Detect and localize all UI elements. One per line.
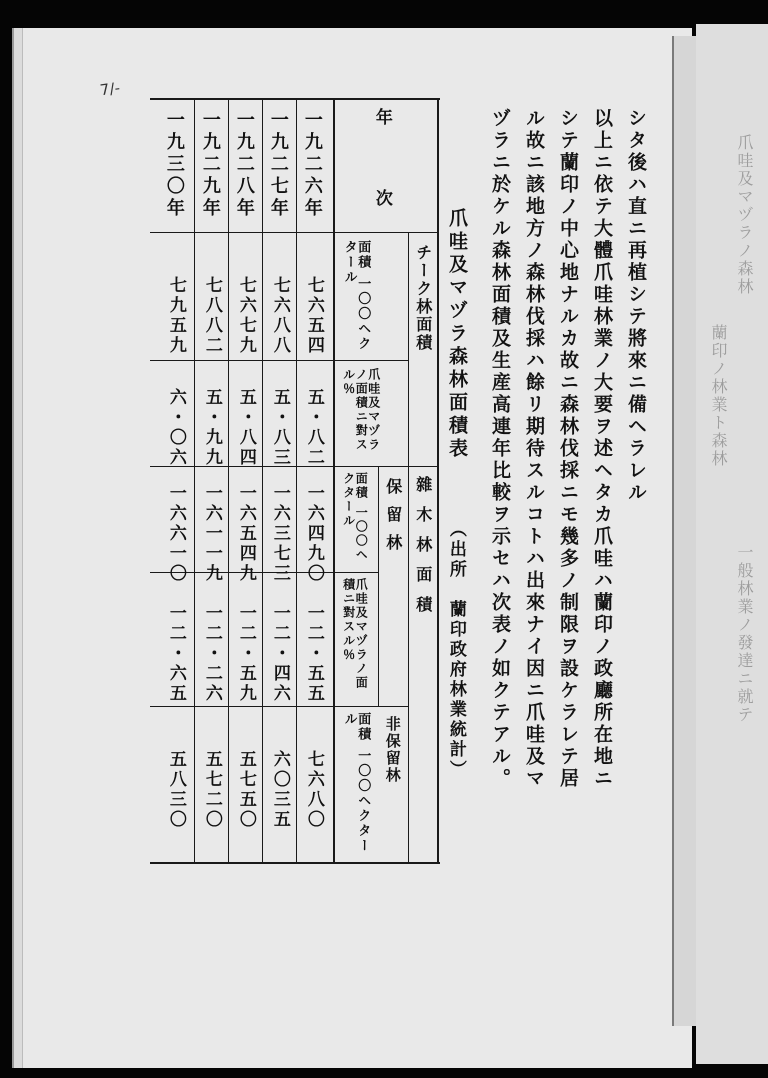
table-header-year: 年 次 <box>371 108 392 216</box>
cell-teak-area: 七六八八 <box>269 276 290 356</box>
col-head-nonreserved-area: 面積 一〇〇ヘクタール <box>341 712 371 854</box>
cell-teak-area: 七九五九 <box>165 276 186 356</box>
row-year: 一九二六年 <box>301 110 323 220</box>
cell-teak-area: 七八八二 <box>201 276 222 356</box>
table-row-rule <box>150 706 408 707</box>
cell-nonreserved-area: 五七二〇 <box>201 750 222 830</box>
page-left-edge <box>12 28 23 1068</box>
col-head-reserved-pct: 爪哇及マヅラノ面積ニ對スル％ <box>341 578 369 690</box>
table-col-rule <box>296 98 297 864</box>
facing-text-line: 一般林業ノ發達ニ就テ <box>735 544 754 724</box>
col-head-teak-pct: 爪哇及マヅラノ面積ニ對スル％ <box>341 368 381 452</box>
table-group-rule <box>378 466 379 706</box>
table-header-reserved: 保留林 <box>383 478 403 562</box>
row-year: 一九二九年 <box>199 110 221 220</box>
cell-reserved-pct: 一二・五五 <box>303 604 324 704</box>
cell-teak-area: 七六七九 <box>235 276 256 356</box>
table-right-border <box>437 98 439 864</box>
body-text-line-1: シタ後ハ直ニ再植シテ將來ニ備ヘラレル <box>625 108 647 504</box>
cell-nonreserved-area: 七六八〇 <box>303 750 324 830</box>
row-year: 一九三〇年 <box>163 110 185 220</box>
table-header-nonreserved: 非保留林 <box>383 716 402 784</box>
table-row-rule <box>150 232 438 233</box>
cell-teak-pct: 五・八三 <box>269 388 290 468</box>
table-col-rule <box>228 98 229 864</box>
cell-teak-area: 七六五四 <box>303 276 324 356</box>
table-row-rule <box>150 466 438 467</box>
table-col-rule <box>333 98 335 864</box>
cell-reserved-pct: 一二・二六 <box>201 604 222 704</box>
facing-text-line: 爪哇及マヅラノ森林 <box>735 134 754 296</box>
cell-teak-pct: 五・八四 <box>235 388 256 468</box>
cell-nonreserved-area: 五七五〇 <box>235 750 256 830</box>
body-text-line-2: 以上ニ依テ大體爪哇林業ノ大要ヲ述ヘタカ爪哇ハ蘭印ノ政廳所在地ニ <box>591 108 613 790</box>
facing-text-line: 蘭印ノ林業ト森林 <box>709 324 728 468</box>
cell-reserved-area: 一六四九〇 <box>303 484 324 584</box>
table-group-rule <box>408 232 409 864</box>
cell-reserved-pct: 一二・五九 <box>235 604 256 704</box>
cell-reserved-area: 一六五四九 <box>235 484 256 584</box>
col-head-teak-area: 面積 一〇〇ヘクタール <box>341 240 371 352</box>
cell-reserved-pct: 一二・四六 <box>269 604 290 704</box>
row-year: 一九二七年 <box>267 110 289 220</box>
body-text-line-4: ル故ニ該地方ノ森林伐採ハ餘リ期待スルコトハ出來ナイ因ニ爪哇及マ <box>523 108 545 790</box>
cell-reserved-area: 一六三七三 <box>269 484 290 584</box>
page-number-mark: 7/- <box>98 78 122 100</box>
cell-reserved-area: 一六一一九 <box>201 484 222 584</box>
row-year: 一九二八年 <box>233 110 255 220</box>
cell-teak-pct: 五・九九 <box>201 388 222 468</box>
table-row-rule <box>150 360 408 361</box>
cell-nonreserved-area: 六〇三五 <box>269 750 290 830</box>
body-text-line-5: ヅラニ於ケル森林面積及生産高連年比較ヲ示セハ次表ノ如クテアル。 <box>489 108 511 790</box>
table-source: （出所 蘭印政府林業統計） <box>445 520 466 780</box>
table-header-mixed: 雜木林面積 <box>413 476 433 626</box>
cell-teak-pct: 六・〇六 <box>165 388 186 468</box>
table-title: 爪哇及マヅラ森林面積表 <box>445 208 468 461</box>
table-col-rule <box>262 98 263 864</box>
table-col-rule <box>194 98 195 864</box>
cell-reserved-area: 一六六一〇 <box>165 484 186 584</box>
table-header-teak: チーク林面積 <box>413 244 433 352</box>
book-binding <box>672 36 698 1026</box>
cell-nonreserved-area: 五八三〇 <box>165 750 186 830</box>
body-text-line-3: シテ蘭印ノ中心地ナルカ故ニ森林伐採ニモ幾多ノ制限ヲ設ケラレテ居 <box>557 108 579 790</box>
cell-reserved-pct: 一二・六五 <box>165 604 186 704</box>
cell-teak-pct: 五・八二 <box>303 388 324 468</box>
col-head-reserved-area: 面積 一〇〇ヘクタール <box>341 472 369 563</box>
facing-page <box>696 24 768 1064</box>
